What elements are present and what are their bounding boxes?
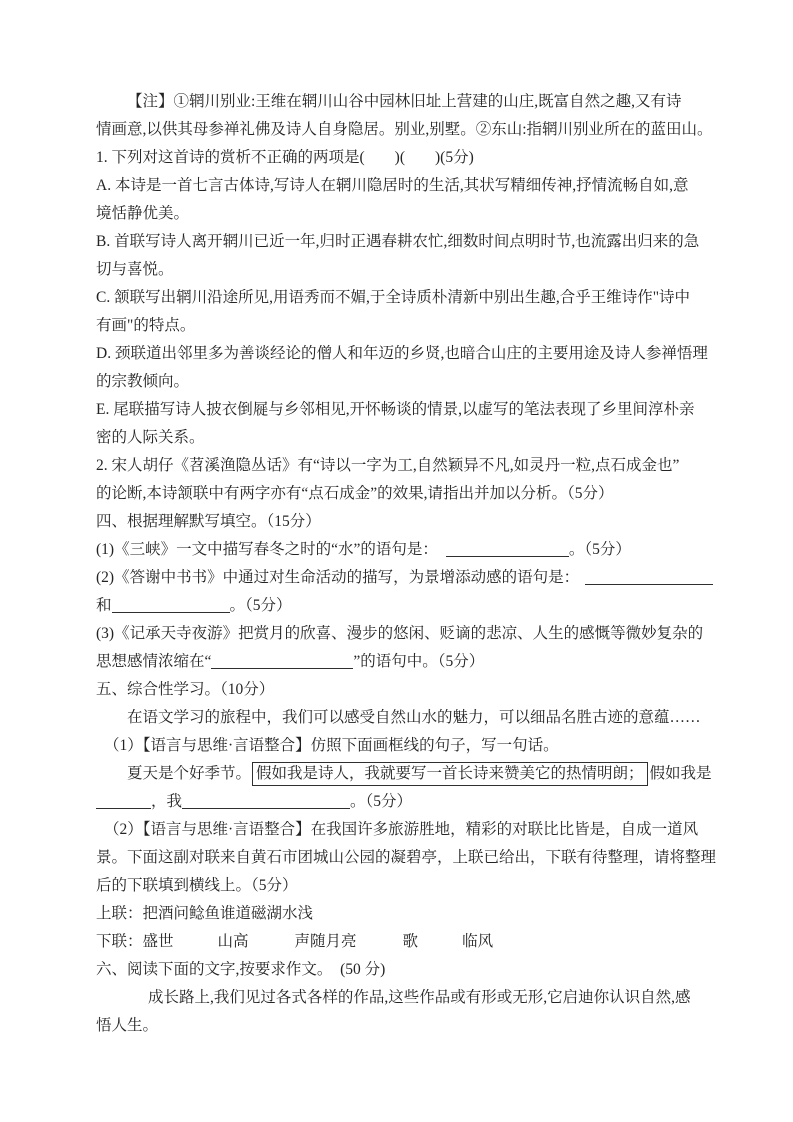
document-line [96, 928, 708, 956]
document-line [96, 312, 708, 340]
answer-blank-underline [182, 808, 350, 809]
document-line [96, 452, 708, 480]
answer-blank-underline [211, 668, 353, 669]
text-run: （2）【语言与思维·言语整合】在我国许多旅游胜地，精彩的对联比比皆是，自成一道风 [104, 821, 699, 838]
framed-example-sentence: 假如我是诗人，我就要写一首长诗来赞美它的热情明朗； [252, 762, 648, 786]
text-run: 景。下面这副对联来自黄石市团城山公园的凝碧亭，上联已给出，下联有待整理，请将整理 [96, 849, 717, 866]
text-run: 悟人生。 [96, 1017, 159, 1034]
answer-blank-underline [112, 612, 230, 613]
document-line [96, 704, 708, 732]
document-line [96, 228, 708, 256]
document-line [96, 256, 708, 284]
text-run: 。（5分） [568, 541, 631, 558]
text-run: 境恬静优美。 [96, 205, 190, 222]
text-run: 歌 [402, 933, 419, 950]
inline-spacer [438, 553, 446, 554]
document-line [96, 900, 708, 928]
text-run: 下联：盛世 [96, 933, 174, 950]
text-run: 后的下联填到横线上。（5分） [96, 877, 298, 894]
document-line [96, 396, 708, 424]
text-run: 声随月亮 [294, 933, 357, 950]
text-run: C. 颔联写出辋川沿途所见,用语秀而不媚,于全诗质朴清新中别出生趣,合乎王维诗作"诗中 [96, 289, 691, 306]
text-run: )( [394, 149, 405, 166]
document-line [96, 564, 708, 592]
document-line [96, 536, 708, 564]
document-line [96, 788, 708, 816]
inline-spacer [418, 945, 462, 946]
exam-document-page [96, 88, 717, 1040]
document-line [96, 200, 708, 228]
document-line [96, 1012, 708, 1040]
text-run: 山高 [217, 933, 249, 950]
inline-spacer [174, 945, 218, 946]
document-line [96, 732, 708, 760]
text-run: B. 首联写诗人离开辋川已近一年,归时正遇春耕农忙,细数时间点明时节,也流露出归来的急 [96, 233, 700, 250]
document-line [96, 508, 708, 536]
text-run: E. 尾联描写诗人披衣倒屣与乡邻相见,开怀畅谈的情景,以虚写的笔法表现了乡里间淳朴亲 [96, 401, 695, 418]
text-run: 在语文学习的旅程中，我们可以感受自然山水的魅力，可以细品名胜古迹的意蕴…… [127, 709, 701, 726]
text-run: 的宗教倾向。 [96, 373, 190, 390]
text-run: 情画意,以供其母参禅礼佛及诗人自身隐居。别业,别墅。②东山:指辋川别业所在的蓝田山。 [96, 121, 713, 138]
text-run: 2. 宋人胡仔《苕溪渔隐丛话》有“诗以一字为工,自然颖异不凡,如灵丹一粒,点石成金也” [96, 457, 680, 474]
text-run: D. 颈联道出邻里多为善谈经论的僧人和年迈的乡贤,也暗合山庄的主要用途及诗人参禅悟理 [96, 345, 708, 362]
document-line [96, 620, 708, 648]
document-line [96, 760, 712, 788]
text-run: A. 本诗是一首七言古体诗,写诗人在辋川隐居时的生活,其状写精细传神,抒情流畅自如,意 [96, 177, 689, 194]
document-line [96, 116, 713, 144]
text-run: 【注】①辋川别业:王维在辋川山谷中园林旧址上营建的山庄,既富自然之趣,又有诗 [127, 93, 682, 110]
document-line [96, 172, 708, 200]
answer-blank-underline [96, 808, 151, 809]
text-run: (2)《答谢中书书》中通过对生命活动的描写，为景增添动感的语句是： [96, 569, 580, 586]
text-run: 六、阅读下面的文字,按要求作文。 (50 分) [96, 961, 386, 978]
document-line [96, 676, 708, 704]
text-run: 有画"的特点。 [96, 317, 196, 334]
document-line [96, 424, 708, 452]
document-line [96, 592, 708, 620]
inline-spacer [405, 161, 435, 162]
text-run: )(5分) [435, 149, 474, 166]
document-line [96, 480, 708, 508]
text-run: 临风 [462, 933, 494, 950]
inline-spacer [249, 945, 295, 946]
text-run: （1）【语言与思维·言语整合】仿照下面画框线的句子，写一句话。 [104, 737, 559, 754]
document-line [96, 844, 717, 872]
text-run: ，我 [151, 793, 183, 810]
document-line [96, 368, 708, 396]
document-line [96, 872, 708, 900]
text-run: 切与喜悦。 [96, 261, 174, 278]
text-run: 1. 下列对这首诗的赏析不正确的两项是( [96, 149, 365, 166]
text-run: (3)《记承天寺夜游》把赏月的欣喜、漫步的悠闲、贬谪的悲凉、人生的感慨等微妙复杂的 [96, 625, 704, 642]
text-run: 夏天是个好季节。 [127, 765, 252, 782]
text-run: 成长路上,我们见过各式各样的作品,这些作品或有形或无形,它启迪你认识自然,感 [148, 989, 691, 1006]
document-line [96, 816, 708, 844]
text-run: 四、根据理解默写填空。（15分） [96, 513, 321, 530]
text-run: 上联：把酒问鲶鱼谁道磁湖水浅 [96, 905, 314, 922]
text-run: 五、综合性学习。（10分） [96, 681, 275, 698]
document-line [96, 144, 708, 172]
text-run: 密的人际关系。 [96, 429, 205, 446]
text-run: 思想感情浓缩在“ [96, 653, 212, 670]
answer-blank-underline [446, 556, 569, 557]
text-run: 。（5分） [229, 597, 292, 614]
text-run: (1)《三峡》一文中描写春冬之时的“水”的语句是： [96, 541, 438, 558]
answer-blank-underline [585, 584, 713, 585]
inline-spacer [357, 945, 403, 946]
document-line [96, 284, 708, 312]
text-run: 的论断,本诗颔联中有两字亦有“点石成金”的效果,请指出并加以分析。（5分） [96, 485, 614, 502]
inline-spacer [579, 581, 585, 582]
inline-spacer [365, 161, 395, 162]
text-run: 。（5分） [350, 793, 413, 810]
document-line [96, 340, 708, 368]
text-run: 和 [96, 597, 112, 614]
document-line [96, 956, 708, 984]
text-run: 假如我是 [649, 765, 712, 782]
text-run: ”的语句中。（5分） [353, 653, 485, 670]
document-line [96, 88, 708, 116]
document-line [96, 648, 708, 676]
document-line [96, 984, 708, 1012]
